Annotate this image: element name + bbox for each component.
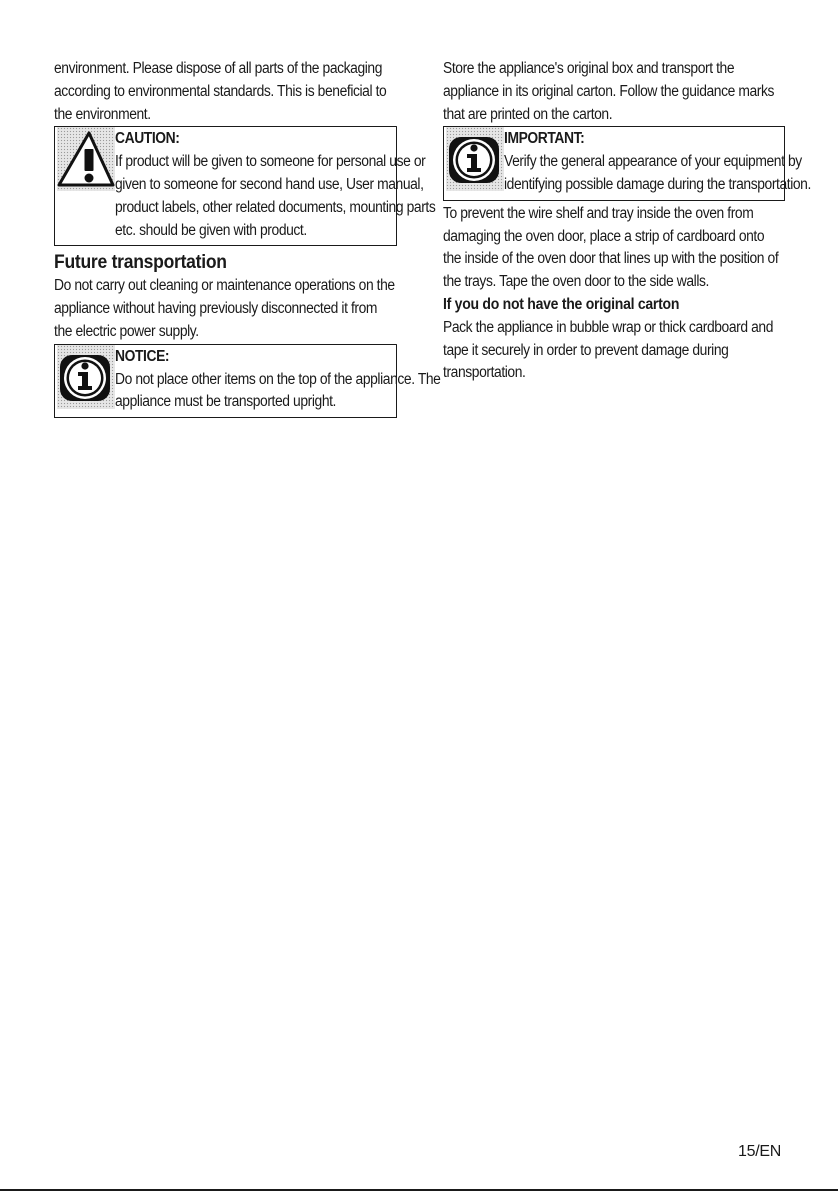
store-box-paragraph: Store the appliance's original box and transport the appliance in its original carton. Follow the guidance marks that are printed on the carton. bbox=[443, 58, 785, 127]
info-icon bbox=[446, 127, 504, 191]
notice-text: Do not place other items on the top of the appliance. The appliance must be transported upright. bbox=[115, 370, 441, 411]
important-content bbox=[504, 127, 838, 199]
important-title: IMPORTANT: bbox=[504, 130, 585, 148]
notice-title: NOTICE: bbox=[115, 347, 170, 365]
left-column bbox=[54, 58, 441, 418]
important-text: Verify the general appearance of your equipment by identifying possible damage during the transportation. bbox=[504, 153, 811, 193]
caution-title: CAUTION: bbox=[115, 130, 180, 148]
caution-text: If product will be given to someone for personal use or given to someone for second hand use, User manual, product labels, other related documents, mounting parts etc. should be given with product. bbox=[115, 153, 436, 239]
right-column bbox=[443, 58, 811, 385]
notice-content bbox=[115, 345, 456, 417]
future-transportation-heading: Future transportation bbox=[54, 251, 227, 274]
page-number: 15/EN bbox=[738, 1143, 781, 1160]
oven-door-paragraph: To prevent the wire shelf and tray inside the oven from damaging the oven door, place a strip of cardboard onto the inside of the oven door that lines up with the position of the trays. Tape the oven door to the side walls. bbox=[443, 204, 779, 291]
future-transportation-text: Do not carry out cleaning or maintenance operations on the appliance without having previously disconnected it from the electric power supply. bbox=[54, 275, 397, 344]
notice-box bbox=[54, 345, 441, 418]
intro-paragraph: environment. Please dispose of all parts of the packaging according to environmental standards. This is beneficial to the environment. bbox=[54, 58, 397, 127]
no-carton-heading: If you do not have the original carton bbox=[443, 295, 680, 313]
info-icon bbox=[57, 345, 115, 409]
warning-triangle-icon bbox=[57, 127, 115, 191]
caution-content bbox=[115, 127, 456, 245]
important-box bbox=[443, 127, 811, 200]
no-carton-text: Pack the appliance in bubble wrap or thick cardboard and tape it securely in order to prevent damage during transportation. bbox=[443, 318, 773, 382]
caution-box bbox=[54, 127, 436, 246]
